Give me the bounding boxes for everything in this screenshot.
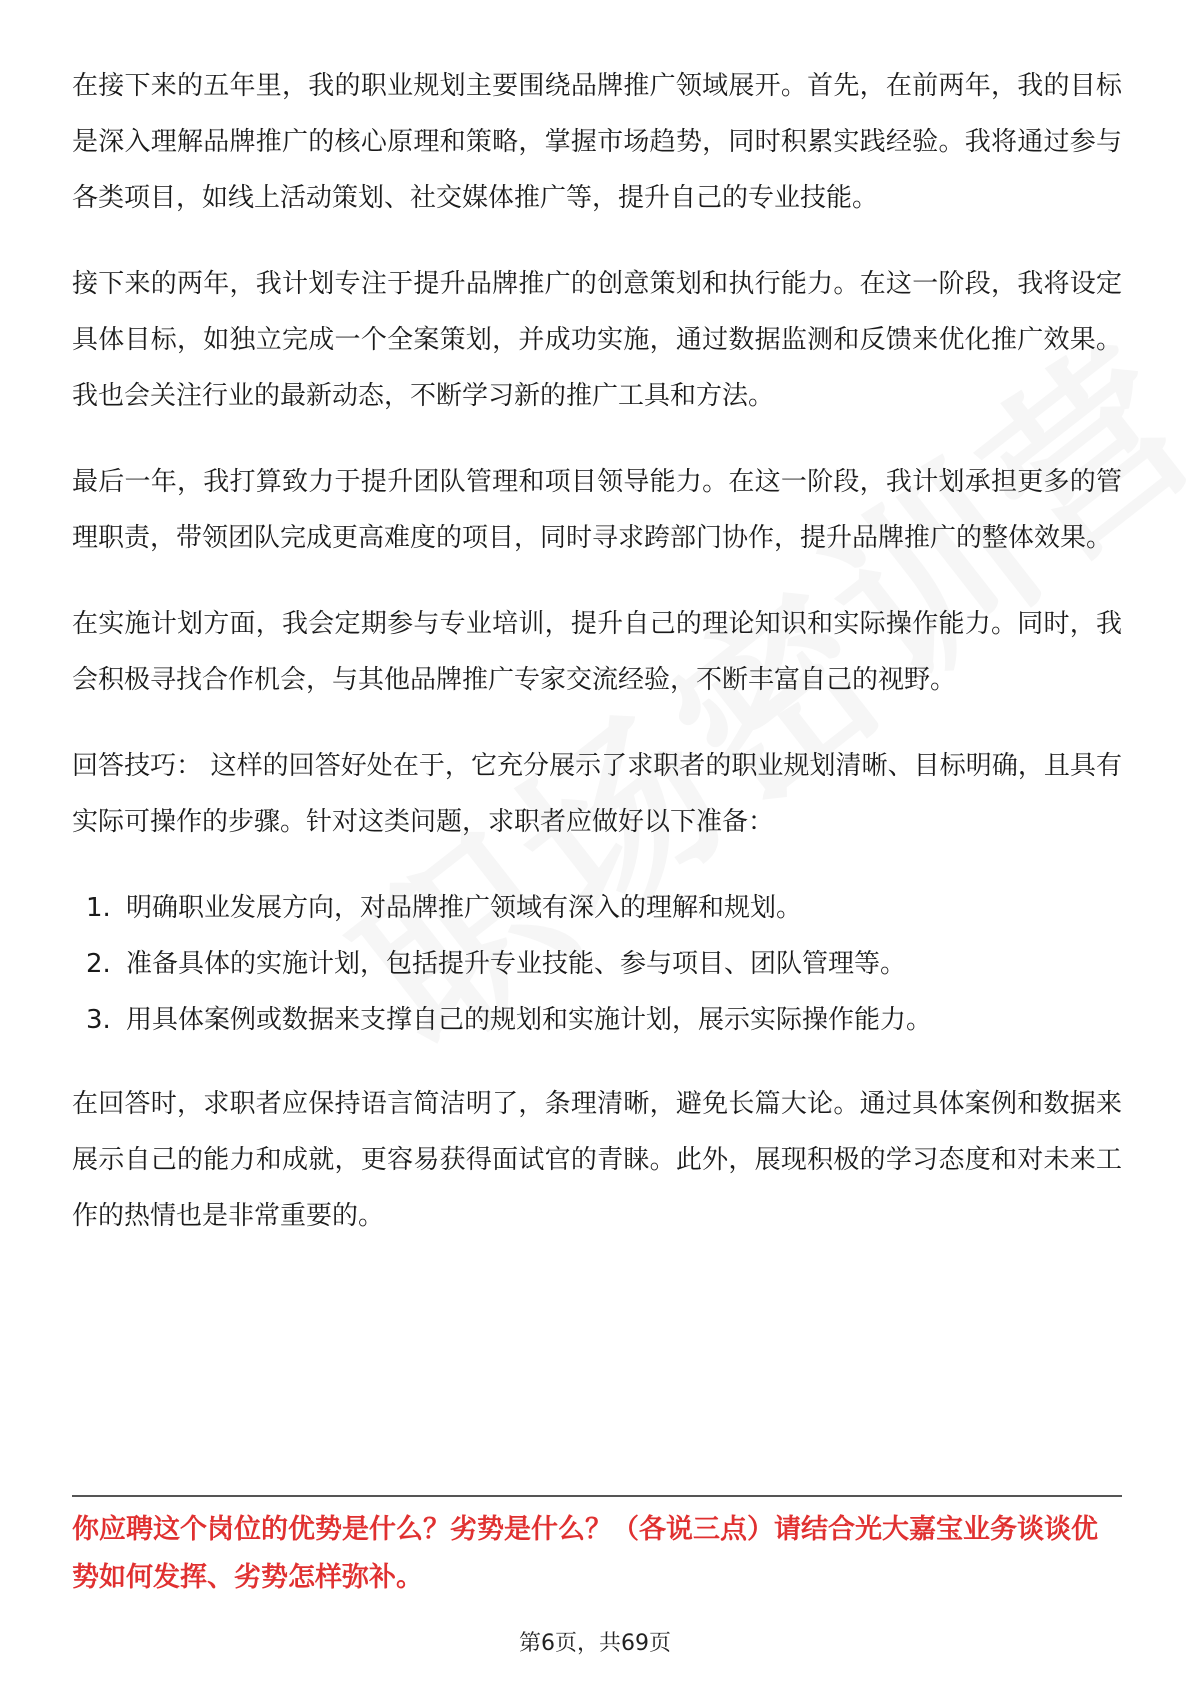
paragraph-five-year-plan: 在接下来的五年里，我的职业规划主要围绕品牌推广领域展开。首先，在前两年，我的目标是深入理解品牌推广的核心原理和策略，掌握市场趋势，同时积累实践经验。我将通过参与各类项目，如线上活动策划、社交媒体推广等，提升自己的专业技能。 <box>72 71 1122 213</box>
list-item-text: 明确职业发展方向，对品牌推广领域有深入的理解和规划。 <box>126 893 803 923</box>
paragraph-answer-tips: 回答技巧： 这样的回答好处在于，它充分展示了求职者的职业规划清晰、目标明确，且具有实际可操作的步骤。针对这类问题，求职者应做好以下准备： <box>72 751 1122 837</box>
list-item <box>72 880 1122 936</box>
next-question-heading: 你应聘这个岗位的优势是什么？劣势是什么？（各说三点）请结合光大嘉宝业务谈谈优势如何发挥、劣势怎样弥补。 <box>72 1514 1098 1593</box>
list-item-text: 用具体案例或数据来支撑自己的规划和实施计划，展示实际操作能力。 <box>126 1005 933 1035</box>
paragraph-next-two-years: 接下来的两年，我计划专注于提升品牌推广的创意策划和执行能力。在这一阶段，我将设定具体目标，如独立完成一个全案策划，并成功实施，通过数据监测和反馈来优化推广效果。我也会关注行业的最新动态，不断学习新的推广工具和方法。 <box>72 269 1122 411</box>
list-item-text: 准备具体的实施计划，包括提升专业技能、参与项目、团队管理等。 <box>126 949 907 979</box>
paragraph-final-year: 最后一年，我打算致力于提升团队管理和项目领导能力。在这一阶段，我计划承担更多的管理职责，带领团队完成更高难度的项目，同时寻求跨部门协作，提升品牌推广的整体效果。 <box>72 467 1122 553</box>
list-item-number: 2. <box>86 949 111 979</box>
paragraph-implementation: 在实施计划方面，我会定期参与专业培训，提升自己的理论知识和实际操作能力。同时，我会积极寻找合作机会，与其他品牌推广专家交流经验，不断丰富自己的视野。 <box>72 609 1122 695</box>
section-divider <box>72 1495 1122 1497</box>
list-item <box>72 936 1122 992</box>
page-footer: 第6页，共69页 <box>519 1631 671 1656</box>
list-item-number: 3. <box>86 1005 111 1035</box>
page-content <box>72 58 1122 1274</box>
list-item <box>72 992 1122 1048</box>
paragraph-closing: 在回答时，求职者应保持语言简洁明了，条理清晰，避免长篇大论。通过具体案例和数据来展示自己的能力和成就，更容易获得面试官的青睐。此外，展现积极的学习态度和对未来工作的热情也是非常重要的。 <box>72 1089 1122 1231</box>
preparation-list <box>72 880 1122 1048</box>
list-item-number: 1. <box>86 893 111 923</box>
